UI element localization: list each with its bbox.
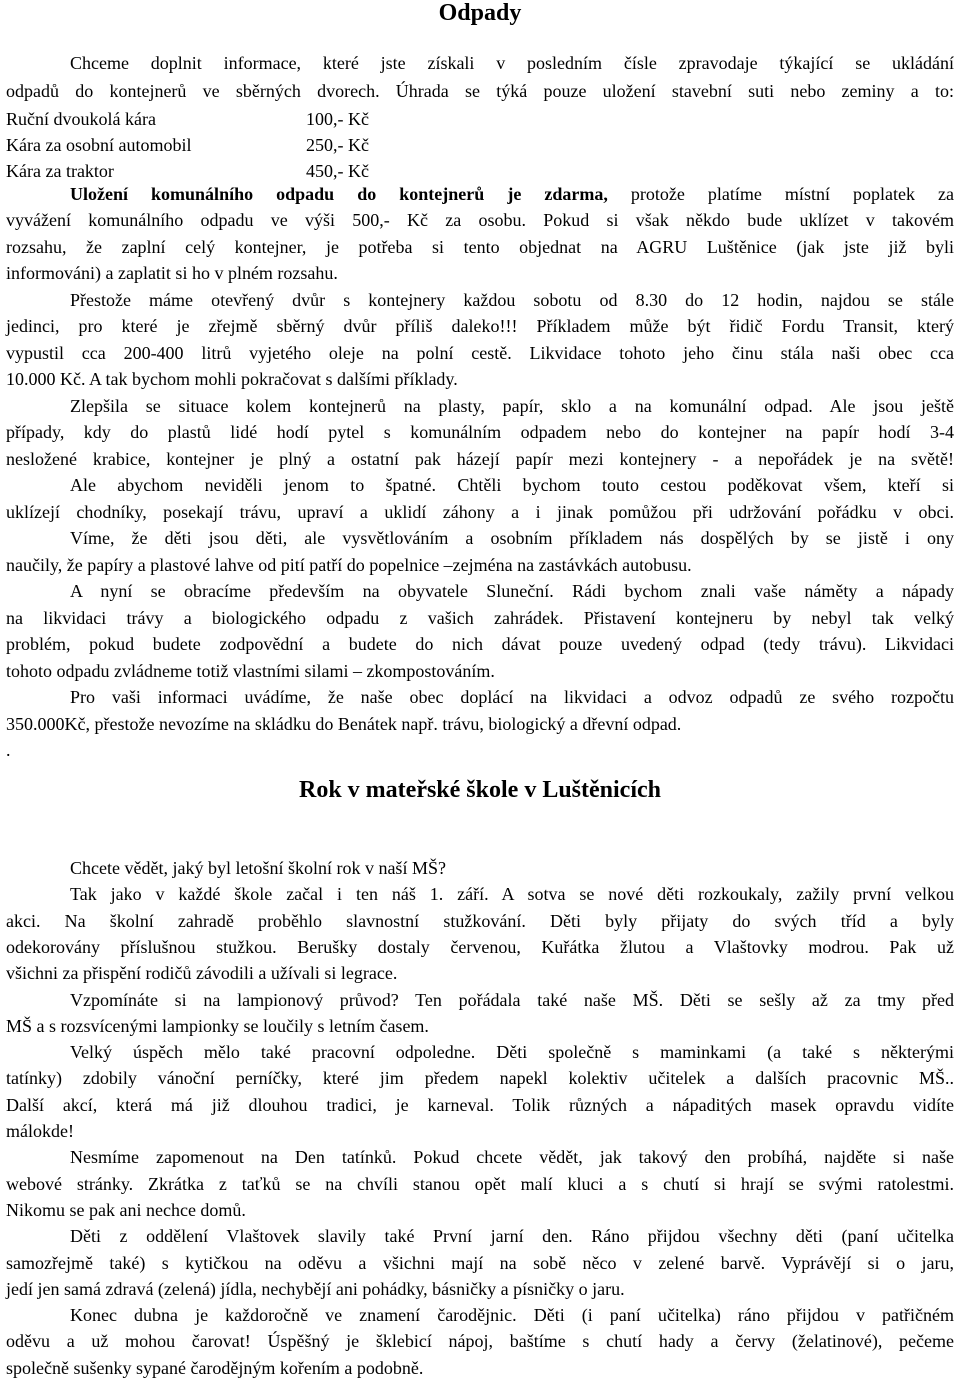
- fee-table: [6, 106, 369, 184]
- text-line: Velký úspěch mělo také pracovní odpoledne. Děti společně s maminkami (a také s některými: [70, 1042, 954, 1063]
- text-line: Ale abychom neviděli jenom to špatné. Chtěli bychom touto cestou poděkovat všem, kteří si: [70, 475, 954, 495]
- text-line: tatínky) zdobily vánoční perníčky, které jim předem napekl kolektiv učitelek a dalších pracovnic MŠ..: [6, 1068, 954, 1089]
- text-line: Konec dubna je každoročně ve znamení čarodějnic. Děti (i paní učitelka) ráno přijdou v patřičném: [70, 1305, 954, 1326]
- text-line: Chceme doplnit informace, které jste získali v posledním čísle zpravodaje týkající se ukládání: [70, 53, 954, 73]
- section-title-ms: Rok v mateřské škole v Luštěnicích: [299, 777, 661, 803]
- text-line: vypustil cca 200-400 litrů vyjetého oleje na polní cestě. Likvidace tohoto jeho činu stála naši obec cca: [6, 342, 954, 363]
- text-line: málokde!: [6, 1121, 74, 1141]
- fee-label: Kára za traktor: [6, 161, 114, 181]
- text-line: případy, kdy do plastů lidé hodí pytel s komunálním odpadem nebo do kontejner na papír hodí 3-4: [6, 422, 954, 442]
- text-line: všichni za přispění rodičů závodili a užívali si legrace.: [6, 963, 398, 984]
- text-line: Pro vaši informaci uvádíme, že naše obec doplácí na likvidaci a odvoz odpadů ze svého rozpočtu: [70, 687, 954, 707]
- text-line: Nikomu se pak ani nechce domů.: [6, 1199, 246, 1220]
- bold-lead-text: Uložení komunálního odpadu do kontejnerů je zdarma,: [70, 184, 608, 204]
- text-line: Zlepšila se situace kolem kontejnerů na plasty, papír, sklo a na komunální odpad. Ale jsou ještě: [70, 395, 954, 416]
- text-line: Vzpomínáte si na lampionový průvod? Ten pořádala také naše MŠ. Děti se sešly až za tmy před: [70, 989, 954, 1010]
- text-line: jedí jen samá zdravá (zelená) jídla, nechybějí ani pohádky, básničky a písničky o jaru.: [6, 1278, 625, 1299]
- text-line: Chcete vědět, jaký byl letošní školní rok v naší MŠ?: [70, 858, 446, 878]
- fee-price: 450,- Kč: [306, 161, 369, 181]
- text-line: akci. Na školní zahradě proběhlo slavnostní stužkování. Děti byly přijaty do svých tříd a byly: [6, 910, 954, 931]
- text-line: MŠ a s rozsvícenými lampionky se loučily s letním časem.: [6, 1015, 429, 1036]
- text-line: Děti z oddělení Vlaštovek slavily také První jarní den. Ráno přijdou všechny děti (paní učitelka: [70, 1226, 954, 1247]
- fee-row: [6, 132, 369, 158]
- text-line: .: [6, 740, 11, 760]
- text-line: rozsahu, že zaplní celý kontejner, je potřeba si tento objednat na AGRU Luštěnice (jak jste již byli: [6, 236, 954, 257]
- text-line: problém, pokud budete zodpovědní a budete do nich dávat pouze uvedený odpad (tedy trávu). Likvidaci: [6, 634, 954, 654]
- text-line: A nyní se obracíme především na obyvatele Sluneční. Rádi bychom znali vaše náměty a nápady: [70, 581, 954, 601]
- fee-row: [6, 106, 369, 132]
- text-line: Další akcí, která má již dlouhou tradici, je karneval. Tolik různých a nápaditých masek opravdu vidíte: [6, 1094, 954, 1115]
- text-line: uklízejí chodníky, posekají trávu, upraví a uklidí záhony a i jinak pomůžou při udržování pořádku v obci.: [6, 501, 954, 522]
- section-title-odpady: Odpady: [438, 0, 522, 26]
- text-line: 10.000 Kč. A tak bychom mohli pokračovat s dalšími příklady.: [6, 369, 458, 389]
- text-line: odekorovány příslušnou stužkou. Berušky dostaly červenou, Kuřátka žlutou a Vlaštovky modrou. Pak už: [6, 936, 954, 957]
- text-line: nesložené krabice, kontejner je plný a ostatní pak házejí papír mezi kontejnery - a nepořádek je na světě!: [6, 448, 954, 469]
- text-line: společně sušenky sypané čarodějným kořením a podobně.: [6, 1357, 424, 1378]
- fee-label: Ruční dvoukolá kára: [6, 109, 156, 129]
- text-line: tohoto odpadu zvládneme totiž vlastními silami – zkompostováním.: [6, 660, 495, 681]
- bold-rest-text: protože platíme místní poplatek za: [607, 184, 954, 204]
- text-line: 350.000Kč, přestože nevozíme na skládku do Benátek např. trávu, biologický a dřevní odpad.: [6, 713, 682, 734]
- text-line: Nesmíme zapomenout na Den tatínků. Pokud chcete vědět, jak takový den probíhá, najděte si naše: [70, 1147, 954, 1168]
- text-line: Přestože máme otevřený dvůr s kontejnery každou sobotu od 8.30 do 12 hodin, najdou se stále: [70, 289, 954, 310]
- fee-label: Kára za osobní automobil: [6, 135, 192, 155]
- text-line: jedinci, pro které je zřejmě sběrný dvůr příliš daleko!!! Příkladem může být řidič Fordu Transit, který: [6, 316, 954, 336]
- text-line: Tak jako v každé škole začal i ten náš 1. září. A sotva se nové děti rozkoukaly, zažily první velkou: [70, 884, 954, 905]
- text-line: naučily, že papíry a plastové lahve od pití patří do popelnice –zejména na zastávkách autobusu.: [6, 554, 692, 575]
- text-line: na likvidaci trávy a biologického odpadu z vašich zahrádek. Přistavení kontejneru by nebyl tak velký: [6, 607, 954, 628]
- text-line: samozřejmě také) s kytičkou na oděvu a všichni mají na sobě něco v zelené barvě. Vyprávějí si o jaru,: [6, 1252, 954, 1273]
- text-line: odpadů do kontejnerů ve sběrných dvorech. Úhrada se týká pouze uložení stavební suti nebo zeminy a to:: [6, 81, 954, 101]
- text-line: vyvážení komunálního odpadu ve výši 500,- Kč za osobu. Pokud si však někdo bude uklízet v takovém: [6, 210, 954, 230]
- text-line: informováni) a zaplatit si ho v plném rozsahu.: [6, 263, 338, 283]
- fee-price: 100,- Kč: [306, 109, 369, 129]
- text-line: webové stránky. Zkrátka z taťků se na chvíli stanou opět malí kluci a s chutí si hrají se svými ratolestmi.: [6, 1173, 954, 1194]
- bold-paragraph-line: [6, 181, 954, 208]
- fee-price: 250,- Kč: [306, 135, 369, 155]
- text-line: Víme, že děti jsou děti, ale vysvětlováním a osobním příkladem nás dospělých by se jistě i ony: [70, 528, 954, 548]
- text-line: oděvu a už mohou čarovat! Úspěšný je šklebicí nápoj, baštíme s chutí hady a červy (želatinové), pečeme: [6, 1331, 954, 1352]
